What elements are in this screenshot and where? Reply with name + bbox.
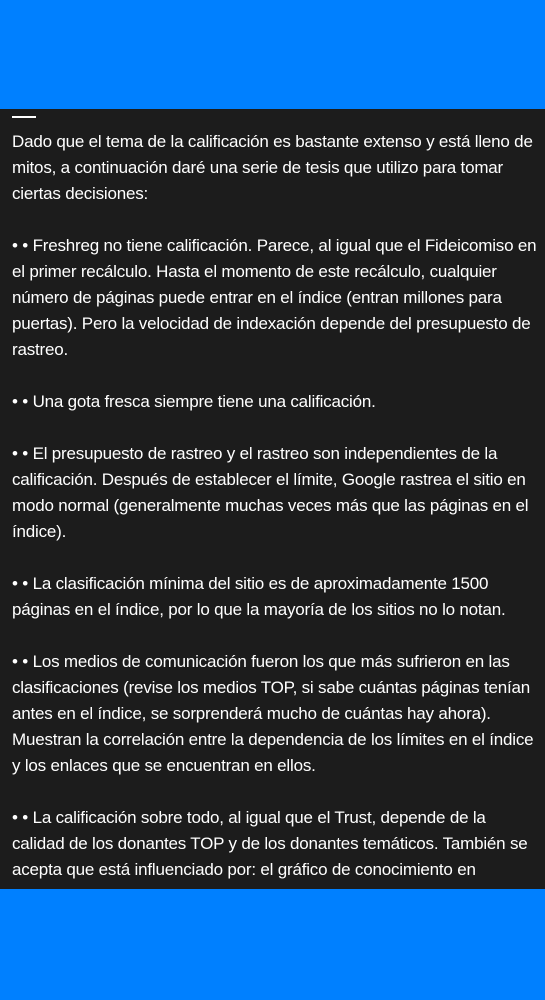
bullet-marker: • • [12, 652, 33, 671]
bullet-marker: • • [12, 236, 33, 255]
thesis-text: La clasificación mínima del sitio es de aproximadamente 1500 páginas en el índice, por lo que la mayoría de los sitios no lo notan. [12, 574, 506, 619]
thesis-item [12, 441, 537, 545]
thesis-item [12, 805, 537, 883]
intro-paragraph: Dado que el tema de la calificación es bastante extenso y está lleno de mitos, a continuación daré una serie de tesis que utilizo para tomar ciertas decisiones: [12, 132, 533, 203]
bullet-marker: • • [12, 444, 33, 463]
thesis-text: La calificación sobre todo, al igual que el Trust, depende de la calidad de los donantes TOP y de los donantes temáticos. También se acepta que está influenciado por: el gráfico de conocimiento en [12, 808, 528, 879]
thesis-item [12, 649, 537, 779]
bullet-marker: • • [12, 808, 33, 827]
thesis-item [12, 571, 537, 623]
bullet-marker: • • [12, 392, 33, 411]
article-body [12, 129, 537, 889]
bottom-background [0, 889, 545, 1000]
thesis-text: El presupuesto de rastreo y el rastreo son independientes de la calificación. Después de establecer el límite, Google rastrea el sitio en modo normal (generalmente muchas veces más que las páginas en el índice). [12, 444, 529, 541]
thesis-item [12, 389, 537, 415]
top-background [0, 0, 545, 109]
bullet-marker: • • [12, 574, 33, 593]
thesis-item [12, 233, 537, 363]
thesis-text: Una gota fresca siempre tiene una calificación. [32, 392, 376, 411]
text-panel [0, 109, 545, 889]
thesis-text: Freshreg no tiene calificación. Parece, al igual que el Fideicomiso en el primer recálculo. Hasta el momento de este recálculo, cualquier número de páginas puede entrar en el índice (entran millones para puertas). Pero la velocidad de indexación depende del presupuesto de rastreo. [12, 236, 537, 359]
thesis-text: Los medios de comunicación fueron los que más sufrieron en las clasificaciones (revise los medios TOP, si sabe cuántas páginas tenían antes en el índice, se sorprenderá mucho de cuántas hay ahora). Muestran la correlación entre la dependencia de los límites en el índice y los enlaces que se encuentran en ellos. [12, 652, 534, 775]
divider-line [12, 116, 36, 118]
